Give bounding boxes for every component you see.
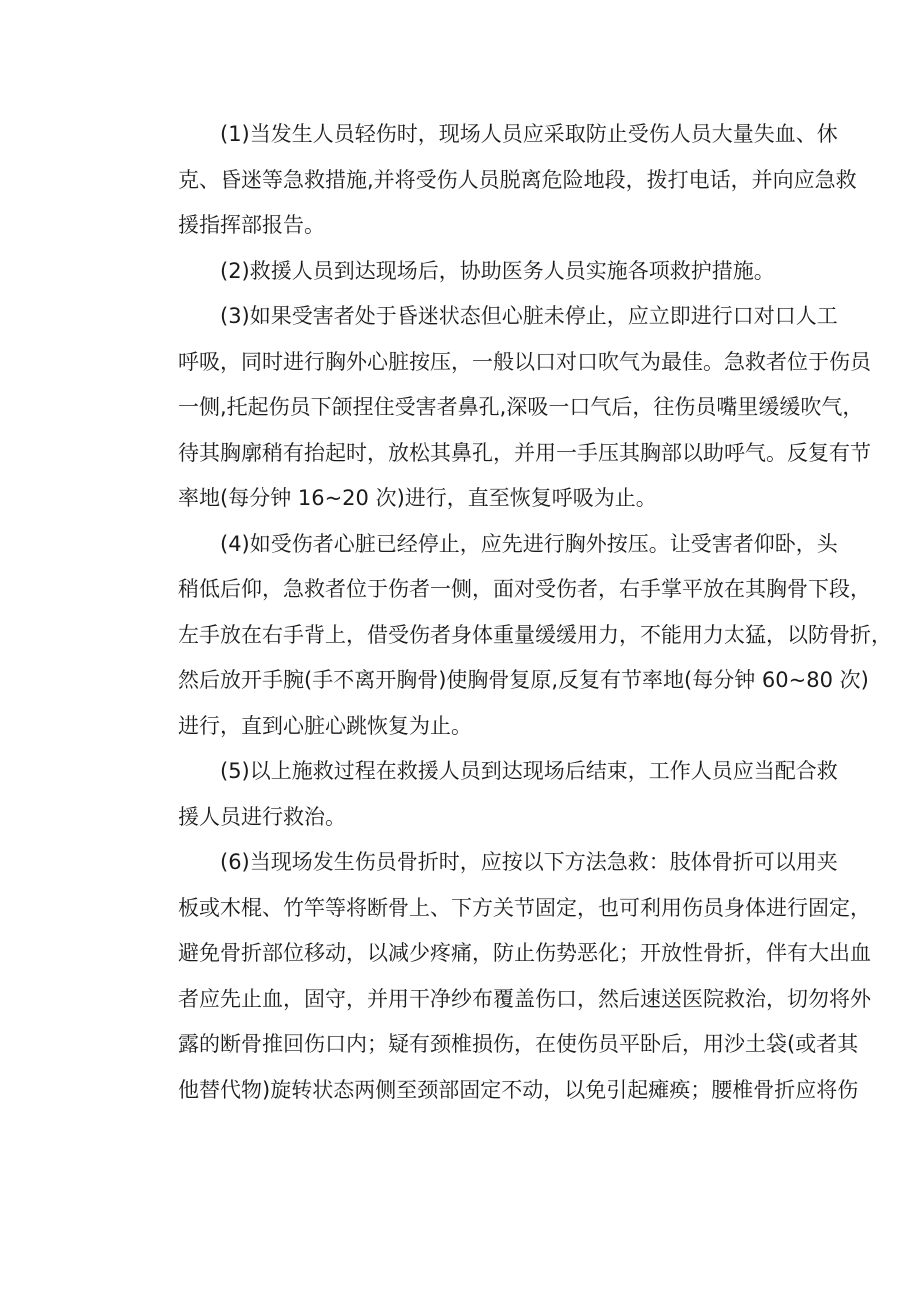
paragraph-3 (136, 294, 871, 522)
document-body (136, 112, 892, 1113)
paragraph-line: (5)以上施救过程在救援人员到达现场后结束，工作人员应当配合救 (220, 759, 838, 783)
paragraph-line: 左手放在右手背上，借受伤者身体重量缓缓用力，不能用力太猛，以防骨折， (178, 622, 892, 647)
paragraph-line: 援人员进行救治。 (178, 804, 346, 829)
paragraph-line: (2)救援人员到达现场后，协助医务人员实施各项救护措施。 (220, 258, 775, 283)
paragraph-line: 然后放开手腕(手不离开胸骨)使胸骨复原,反复有节率地(每分钟 60~80 次) (178, 668, 869, 692)
paragraph-line: 他替代物)旋转状态两侧至颈部固定不动，以免引起瘫痪；腰椎骨折应将伤 (178, 1077, 859, 1102)
paragraph-line: 稍低后仰，急救者位于伤者一侧，面对受伤者，右手掌平放在其胸骨下段， (178, 577, 871, 601)
paragraph-line: 板或木棍、竹竿等将断骨上、下方关节固定，也可利用伤员身体进行固定， (178, 895, 871, 920)
paragraph-line: 克、昏迷等急救措施,并将受伤人员脱离危险地段，拨打电话，并向应急救 (178, 167, 857, 192)
paragraph-line: 者应先止血，固守，并用干净纱布覆盖伤口，然后速送医院救治，切勿将外 (178, 986, 871, 1011)
paragraph-line: (1)当发生人员轻伤时，现场人员应采取防止受伤人员大量失血、休 (220, 122, 838, 146)
paragraph-line: 进行，直到心脏心跳恢复为止。 (178, 713, 472, 738)
paragraph-line: (4)如受伤者心脏已经停止，应先进行胸外按压。让受害者仰卧，头 (220, 531, 838, 556)
paragraph-line: 呼吸，同时进行胸外心脏按压，一般以口对口吹气为最佳。急救者位于伤员 (178, 349, 871, 374)
paragraph-2 (136, 249, 796, 295)
paragraph-line: (3)如果受害者处于昏迷状态但心脏未停止，应立即进行口对口人工 (220, 304, 838, 328)
paragraph-line: 露的断骨推回伤口内；疑有颈椎损伤，在使伤员平卧后，用沙土袋(或者其 (178, 1032, 859, 1056)
paragraph-5 (136, 749, 838, 840)
paragraph-1 (136, 112, 857, 249)
paragraph-line: 一侧,托起伤员下颌捏住受害者鼻孔,深吸一口气后，往伤员嘴里缓缓吹气， (178, 395, 864, 419)
paragraph-line: 援指挥部报告。 (178, 213, 325, 237)
paragraph-4 (136, 522, 892, 750)
paragraph-line: 避免骨折部位移动，以减少疼痛，防止伤势恶化；开放性骨折，伴有大出血 (178, 941, 871, 965)
paragraph-line: (6)当现场发生伤员骨折时，应按以下方法急救：肢体骨折可以用夹 (220, 850, 838, 874)
paragraph-line: 待其胸廓稍有抬起时，放松其鼻孔，并用一手压其胸部以助呼气。反复有节 (178, 440, 871, 465)
paragraph-6 (136, 840, 871, 1113)
paragraph-line: 率地(每分钟 16~20 次)进行，直至恢复呼吸为止。 (178, 486, 657, 510)
